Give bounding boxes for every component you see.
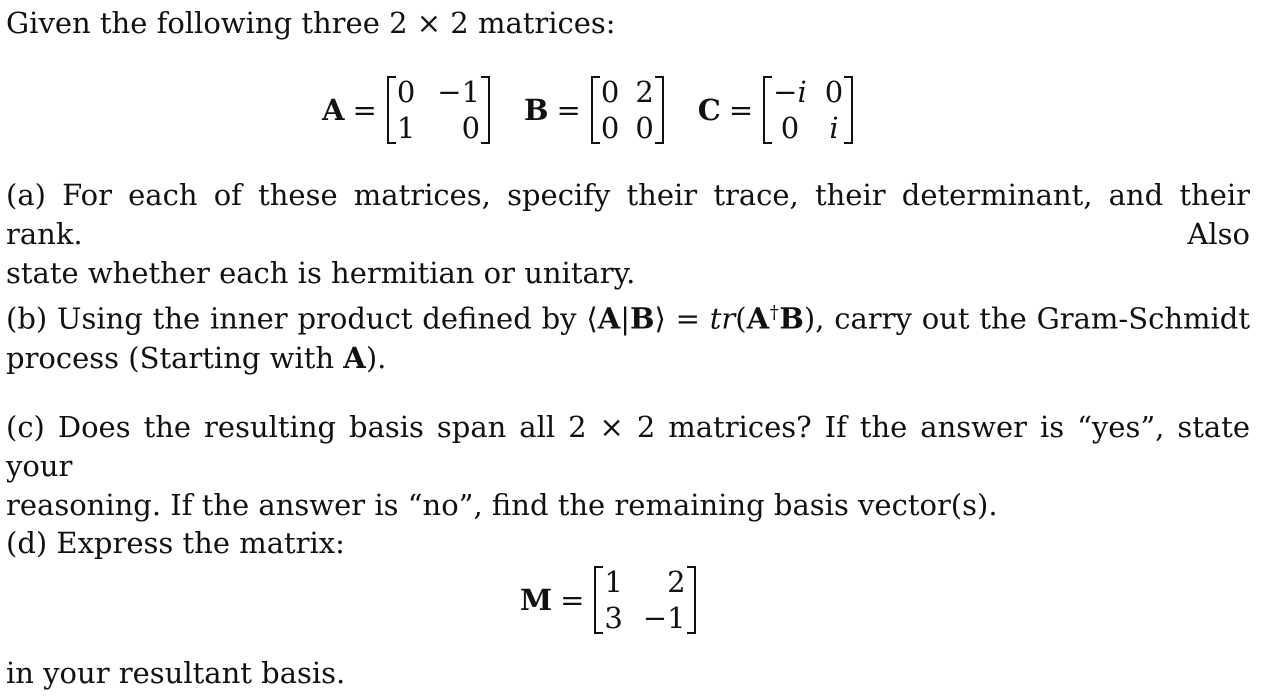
- equals-sign: =: [352, 93, 377, 127]
- outro-line: in your resultant basis.: [6, 656, 346, 690]
- equals-sign: =: [560, 583, 585, 617]
- part-d-text: [6, 524, 1250, 563]
- matrix-a-label: A: [322, 93, 345, 127]
- matrix-m-cell: 1: [604, 565, 623, 599]
- part-d-line-1: (d) Express the matrix:: [6, 526, 345, 560]
- equals-sign: =: [728, 93, 754, 127]
- matrix-c-label: C: [697, 93, 721, 127]
- part-b-text-segment: ⟩ =: [654, 301, 710, 336]
- matrix-a: [387, 74, 490, 146]
- matrices-row: [322, 74, 887, 146]
- part-b-text-segment: ), carry out the Gram-Schmidt: [803, 301, 1251, 336]
- matrix-c-cell: 0: [780, 111, 800, 145]
- part-b-text-segment: (b) Using the inner product defined by ⟨: [6, 301, 598, 336]
- matrix-a-cell: 0: [461, 111, 481, 145]
- part-c-line-1: (c) Does the resulting basis span all 2 × 2 matrices? If the answer is “yes”, state your: [6, 410, 1250, 483]
- part-b-dagger: †: [769, 302, 780, 323]
- matrix-b-cell: 0: [600, 111, 620, 145]
- part-b-trace: tr: [709, 301, 736, 336]
- part-b-line-2: [6, 339, 1250, 378]
- part-b-text: [6, 293, 1250, 378]
- part-c-line-2: reasoning. If the answer is “no”, find the remaining basis vector(s).: [6, 488, 998, 522]
- intro-text: [6, 4, 1250, 43]
- equals-sign: =: [556, 93, 581, 127]
- part-b-text-segment: ).: [365, 340, 387, 375]
- matrix-c-group: [698, 74, 853, 146]
- outro-text: [6, 654, 1250, 693]
- part-b-bold-a: A: [746, 301, 770, 336]
- part-b-bold-b: B: [629, 301, 655, 336]
- matrix-a-cell: 0: [396, 75, 416, 109]
- intro-line: Given the following three 2 × 2 matrices:: [6, 6, 616, 40]
- matrix-c-cell: i: [829, 111, 839, 145]
- part-b-bold-b: B: [779, 301, 804, 336]
- matrix-b-cell: 0: [600, 75, 620, 109]
- matrix-a-group: [322, 74, 490, 146]
- part-b-line-1: [6, 293, 1250, 339]
- part-a-line-2: state whether each is hermitian or unitary.: [6, 256, 636, 290]
- matrix-m-cell: 3: [604, 601, 623, 635]
- part-b-text-segment: (: [735, 301, 747, 336]
- matrix-c-cell: −i: [773, 75, 807, 109]
- part-c-text: [6, 408, 1250, 525]
- part-b-bold-a: A: [343, 340, 366, 375]
- matrix-c: [763, 74, 853, 146]
- matrix-m-cell: 2: [667, 565, 686, 599]
- matrix-m-row: [520, 564, 730, 636]
- matrix-b-group: [524, 74, 664, 146]
- matrix-a-cell: −1: [437, 75, 481, 109]
- part-a-text: [6, 176, 1250, 293]
- matrix-m-cell: −1: [642, 601, 686, 635]
- matrix-b-cell: 0: [635, 111, 654, 145]
- matrix-b-label: B: [524, 93, 549, 127]
- part-b-text-segment: process (Starting with: [6, 340, 344, 375]
- part-b-bold-a: A: [597, 301, 621, 336]
- matrix-m: [594, 564, 695, 636]
- matrix-m-label: M: [520, 583, 553, 617]
- part-b-bar: |: [620, 301, 630, 336]
- matrix-m-group: [520, 564, 696, 636]
- matrix-b: [591, 74, 664, 146]
- part-a-line-1: (a) For each of these matrices, specify their trace, their determinant, and their rank. Also: [6, 178, 1250, 251]
- matrix-b-cell: 2: [635, 75, 654, 109]
- matrix-c-cell: 0: [824, 75, 844, 109]
- matrix-a-cell: 1: [396, 111, 416, 145]
